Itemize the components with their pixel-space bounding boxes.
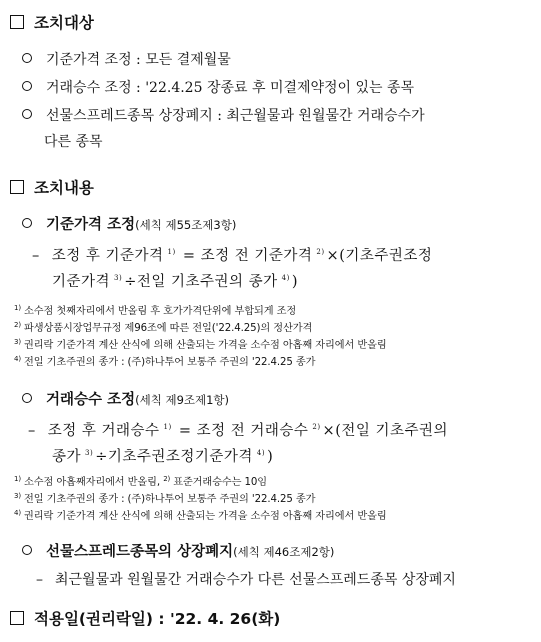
target-item-continuation: 다른 종목: [44, 134, 103, 150]
section-target-heading: [10, 11, 94, 33]
multiplier-formula-line2: 종가 $^{3)}$ ÷기초주권조정기준가격 $^{4)}$ ): [52, 449, 274, 465]
delisting-rule: (세칙 제46조제2항): [233, 545, 335, 559]
circle-bullet-icon: [22, 393, 32, 403]
target-item-text: 기준가격 조정 : 모든 결제월물: [46, 52, 231, 68]
section-effective-title: 적용일(권리락일) : '22. 4. 26(화): [34, 610, 281, 628]
circle-bullet-icon: [22, 545, 32, 555]
delisting-text: – 최근월물과 원월물간 거래승수가 다른 선물스프레드종목 상장폐지: [36, 572, 456, 588]
base-price-formula-line2: 기준가격 $^{3)}$ ÷전일 기초주권의 종가 $^{4)}$ ): [52, 274, 299, 290]
footnote: $^{2)}$ 파생상품시장업무규정 제96조에 따른 전일('22.4.25)의 정산가격: [14, 320, 313, 334]
multiplier-heading: [22, 388, 229, 409]
footnote: $^{4)}$ 전일 기초주권의 종가 : (주)하나투어 보통주 주권의 '22.4.25 종가: [14, 354, 316, 368]
footnote: $^{3)}$ 권리락 기준가격 계산 산식에 의해 산출되는 가격을 소수점 아홉째 자리에서 반올림: [14, 337, 387, 351]
section-content-title: 조치내용: [34, 179, 94, 197]
footnote: $^{3)}$ 전일 기초주권의 종가 : (주)하나투어 보통주 주권의 '22.4.25 종가: [14, 491, 316, 505]
dash-bullet: –: [32, 248, 40, 264]
multiplier-formula-line1: – 조정 후 거래승수 $^{1)}$ = 조정 전 거래승수 $^{2)}$ ×(전일 기초주권의: [28, 423, 449, 439]
circle-bullet-icon: [22, 81, 32, 91]
footnote: $^{1)}$ 소수점 아홉째자리에서 반올림, $^{2)}$ 표준거래승수는 10임: [14, 474, 268, 488]
checkbox-square-icon: [10, 611, 24, 625]
multiplier-title: 거래승수 조정: [46, 392, 136, 408]
circle-bullet-icon: [22, 218, 32, 228]
delisting-heading: [22, 540, 334, 561]
circle-bullet-icon: [22, 109, 32, 119]
base-price-title: 기준가격 조정: [46, 217, 136, 233]
section-effective-heading: [10, 607, 280, 629]
circle-bullet-icon: [22, 53, 32, 63]
checkbox-square-icon: [10, 180, 24, 194]
target-item: [22, 49, 231, 69]
base-price-rule: (세칙 제55조제3항): [135, 218, 237, 232]
base-price-heading: [22, 213, 236, 234]
footnote: $^{1)}$ 소수점 첫째자리에서 반올림 후 호가가격단위에 부합되게 조정: [14, 303, 297, 317]
target-item: [22, 77, 414, 97]
target-item-text: 거래승수 조정 : '22.4.25 장종료 후 미결제약정이 있는 종목: [46, 80, 415, 96]
checkbox-square-icon: [10, 15, 24, 29]
multiplier-rule: (세칙 제9조제1항): [135, 393, 230, 407]
footnote: $^{4)}$ 권리락 기준가격 계산 산식에 의해 산출되는 가격을 소수점 아홉째 자리에서 반올림: [14, 508, 387, 522]
base-price-formula-line1: – 조정 후 기준가격 $^{1)}$ = 조정 전 기준가격 $^{2)}$ ×(기초주권조정: [32, 248, 433, 264]
dash-bullet: –: [28, 423, 36, 439]
section-content-heading: [10, 176, 94, 198]
delisting-title: 선물스프레드종목의 상장폐지: [46, 544, 234, 560]
target-item-text: 선물스프레드종목 상장폐지 : 최근월물과 원월물간 거래승수가: [46, 108, 425, 124]
dash-bullet: –: [36, 572, 43, 588]
target-item: [22, 105, 425, 125]
section-target-title: 조치대상: [34, 14, 94, 32]
